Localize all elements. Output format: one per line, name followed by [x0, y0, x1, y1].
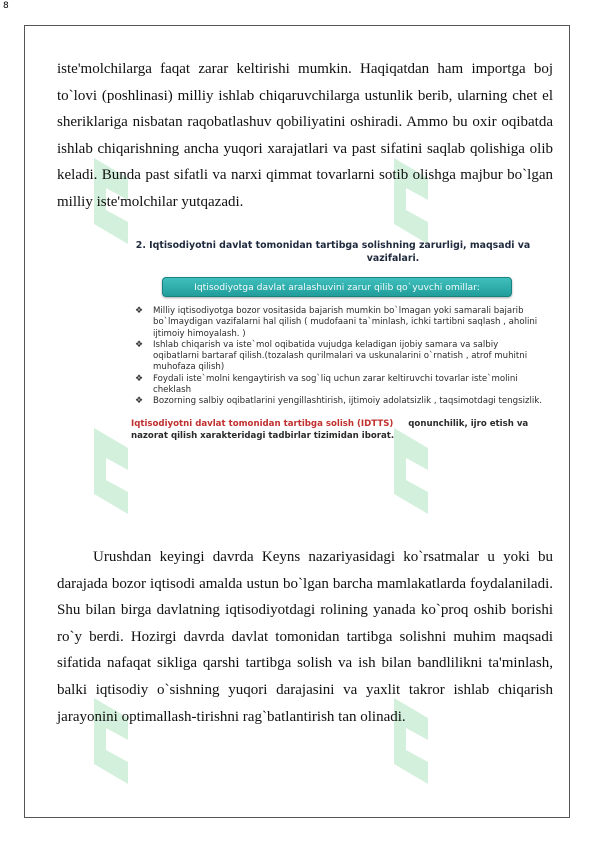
diamond-bullet-icon: ❖: [135, 306, 144, 316]
definition-term: Iqtisodiyotni davlat tomonidan tartibga solish (IDTTS): [131, 419, 394, 429]
embedded-slide: [118, 234, 548, 474]
list-item-text: Milliy iqtisodiyotga bozor vositasida bajarish mumkin bo`lmagan yoki samarali bajarib bo`lmaydigan vazifalarni hal qilish ( mudofaani ta`minlash, ichki tartibni saqlash , aholini ijtimoiy himoyalash. ): [153, 306, 538, 339]
factors-list: [132, 306, 542, 408]
list-item: [132, 306, 542, 340]
page-number: 8: [3, 1, 9, 11]
slide-title-line-2: vazifalari.: [366, 253, 420, 264]
diamond-bullet-icon: ❖: [135, 396, 144, 407]
diamond-bullet-icon: ❖: [135, 373, 144, 384]
factors-button: Iqtisodiyotga davlat aralashuvini zarur qilib qo`yuvchi omillar:: [162, 277, 512, 297]
body-paragraph-1: iste'molchilarga faqat zarar keltirishi mumkin. Haqiqatdan ham importga boj to`lovi (poshlinasi) milliy ishlab chiqaruvchilarga ustunlik berib, ularning chet el sheriklariga nisbatan raqobatlashuv qobiliyatini oshiradi. Ammo bu oxir oqibatda ishlab chiqarishning ancha yuqori xarajatlari va past sifatini saqlab qolishiga olib keladi. Bunda past sifatli va narxi qimmat tovarlarni sotib olishga majbur bo`lgan milliy iste'molchilar yutqazadi.: [57, 61, 553, 210]
body-paragraph-2: Urushdan keyingi davrda Keyns nazariyasidagi ko`rsatmalar u yoki bu darajada bozor iqtisodi amalda ustun bo`lgan barcha mamlakatlarda foydalaniladi. Shu bilan birga davlatning iqtisodiyotdagi rolining yanada ko`proq oshib borishi ro`y berdi. Hozirgi davrda davlat tomonidan tartibga solishni muhim maqsadi sifatida nafaqat sikliga qarshi tartibga solish va ish bilan bandlilikni ta'minlash, balki iqtisodiy o`sishning yuqori darajasini va yaxlit takror ishlab chiqarish jarayonini optimallash-tirishni rag`batlantirish tan olinadi.: [57, 549, 553, 725]
definition-body: qonunchilik, ijro etish va nazorat qilish xarakteridagi tadbirlar tizimidan iborat.: [131, 419, 532, 441]
definition-text: [131, 418, 551, 442]
list-item: [132, 340, 542, 374]
diamond-bullet-icon: ❖: [135, 339, 144, 350]
list-item: [132, 374, 542, 397]
slide-title-line-1: 2. Iqtisodiyotni davlat tomonidan tartibga solishning zarurligi, maqsadi va: [135, 240, 531, 251]
slide-title: [118, 239, 548, 265]
list-item-text: Ishlab chiqarish va iste`mol oqibatida vujudga keladigan ijobiy samara va salbiy oqibatlarni bartaraf qilish.(tozalash qurilmalari va uskunalarini o`rnatish , atrof muhitni muhofaza qilish): [153, 339, 528, 373]
list-item-text: Foydali iste`molni kengaytirish va sog`liq uchun zarar keltiruvchi tovarlar iste`molini cheklash: [153, 373, 518, 396]
list-item-text: Bozorning salbiy oqibatlarini yengillashtirish, ijtimoiy adolatsizlik , taqsimotdagi tengsizlik.: [153, 396, 542, 407]
list-item: [132, 396, 542, 407]
